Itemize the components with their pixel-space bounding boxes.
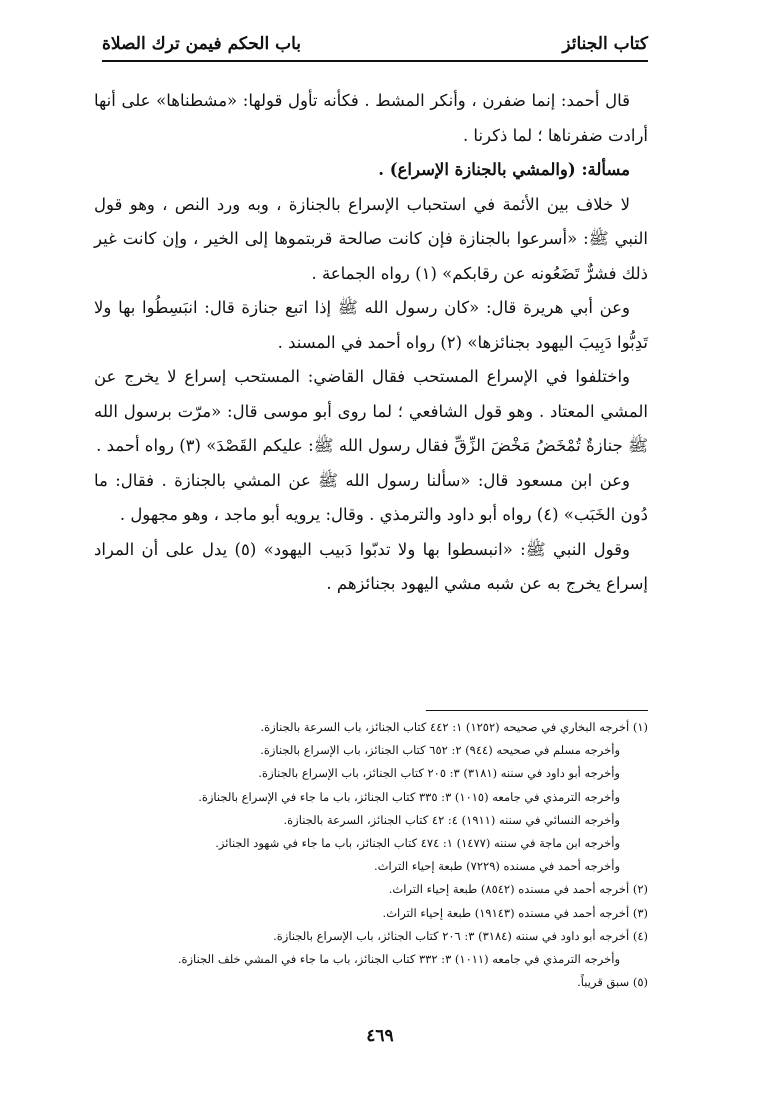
chapter-title: باب الحكم فيمن ترك الصلاة xyxy=(102,34,302,54)
book-title: كتاب الجنائز xyxy=(562,34,648,54)
footnote-line: (٢) أخرجه أحمد في مسنده (٨٥٤٢) طبعة إحياء التراث. xyxy=(388,882,648,897)
main-text xyxy=(94,84,648,602)
paragraph: وقول النبي ﷺ: «انبسطوا بها ولا تدبّوا دَبيب اليهود» (٥) يدل على أن المراد إسراع يخرج به عن شبه مشي اليهود بجنائزهم . xyxy=(94,539,648,593)
footnote-line: وأخرجه الترمذي في جامعه (١٠١١) ٣: ٣٣٢ كتاب الجنائز، باب ما جاء في المشي خلف الجنازة. xyxy=(177,952,620,967)
footnote-line: وأخرجه النسائي في سننه (١٩١١) ٤: ٤٢ كتاب الجنائز، السرعة بالجنازة. xyxy=(283,812,620,827)
footnote-line: (١) أخرجه البخاري في صحيحه (١٢٥٢) ١: ٤٤٢ كتاب الجنائز، باب السرعة بالجنازة. xyxy=(260,720,648,734)
footnote-line: وأخرجه ابن ماجة في سننه (١٤٧٧) ١: ٤٧٤ كتاب الجنائز، باب ما جاء في شهود الجنائز. xyxy=(215,836,620,851)
paragraph: قال أحمد: إنما ضفرن ، وأنكر المشط . فكأنه تأول قولها: «مشطناها» على أنها أرادت ضفرناها ؛ لما ذكرنا . xyxy=(94,91,648,145)
footnote-line: وأخرجه مسلم في صحيحه (٩٤٤) ٢: ٦٥٢ كتاب الجنائز، باب الإسراع بالجنازة. xyxy=(260,743,620,758)
footnotes xyxy=(94,716,648,994)
footnote-line: وأخرجه أبو داود في سننه (٣١٨١) ٣: ٢٠٥ كتاب الجنائز، باب الإسراع بالجنازة. xyxy=(258,766,620,781)
running-header xyxy=(102,28,648,62)
footnote-line: وأخرجه أحمد في مسنده (٧٢٢٩) طبعة إحياء التراث. xyxy=(374,859,620,874)
footnote-line: (٥) سبق قريباً. xyxy=(577,975,648,990)
paragraph: وعن أبي هريرة قال: «كان رسول الله ﷺ إذا اتبع جنازة قال: انبَسِطُوا بها ولا تَدِبُّوا دَبِيبَ اليهود بجنائزها» (٢) رواه أحمد في المسند . xyxy=(94,298,648,352)
section-heading: مسألة: (والمشي بالجنازة الإسراع) . xyxy=(378,160,630,179)
footnote-separator xyxy=(426,710,648,711)
paragraph: وعن ابن مسعود قال: «سألنا رسول الله ﷺ عن المشي بالجنازة . فقال: ما دُون الخَبَب» (٤) رواه أبو داود والترمذي . وقال: يرويه أبو ماجد ، وهو مجهول . xyxy=(94,470,648,524)
footnote-line: (٤) أخرجه أبو داود في سننه (٣١٨٤) ٣: ٢٠٦ كتاب الجنائز، باب الإسراع بالجنازة. xyxy=(273,928,648,943)
footnote-line: (٣) أخرجه أحمد في مسنده (١٩١٤٣) طبعة إحياء التراث. xyxy=(382,905,648,920)
paragraph: لا خلاف بين الأئمة في استحباب الإسراع بالجنازة ، وبه ورد النص ، وهو قول النبي ﷺ: «أسرعوا بالجنازة فإن كانت صالحة قربتموها إلى الخير ، وإن كانت غير ذلك فشرٌّ تَضَعُونه عن رقابكم» (١) رواه الجماعة . xyxy=(94,194,648,283)
page-number: ٤٦٩ xyxy=(366,1026,394,1046)
paragraph: واختلفوا في الإسراع المستحب فقال القاضي: المستحب إسراع لا يخرج عن المشي المعتاد . وهو قول الشافعي ؛ لما روى أبو موسى قال: «مرّت برسول الله ﷺ جنازةٌ تُمْخَضُ مَخْضَ الزِّقِّ فقال رسول الله ﷺ: عليكم القَصْدَ» (٣) رواه أحمد . xyxy=(94,367,648,455)
footnote-line: وأخرجه الترمذي في جامعه (١٠١٥) ٣: ٣٣٥ كتاب الجنائز، باب ما جاء في الإسراع بالجنازة. xyxy=(198,789,620,804)
